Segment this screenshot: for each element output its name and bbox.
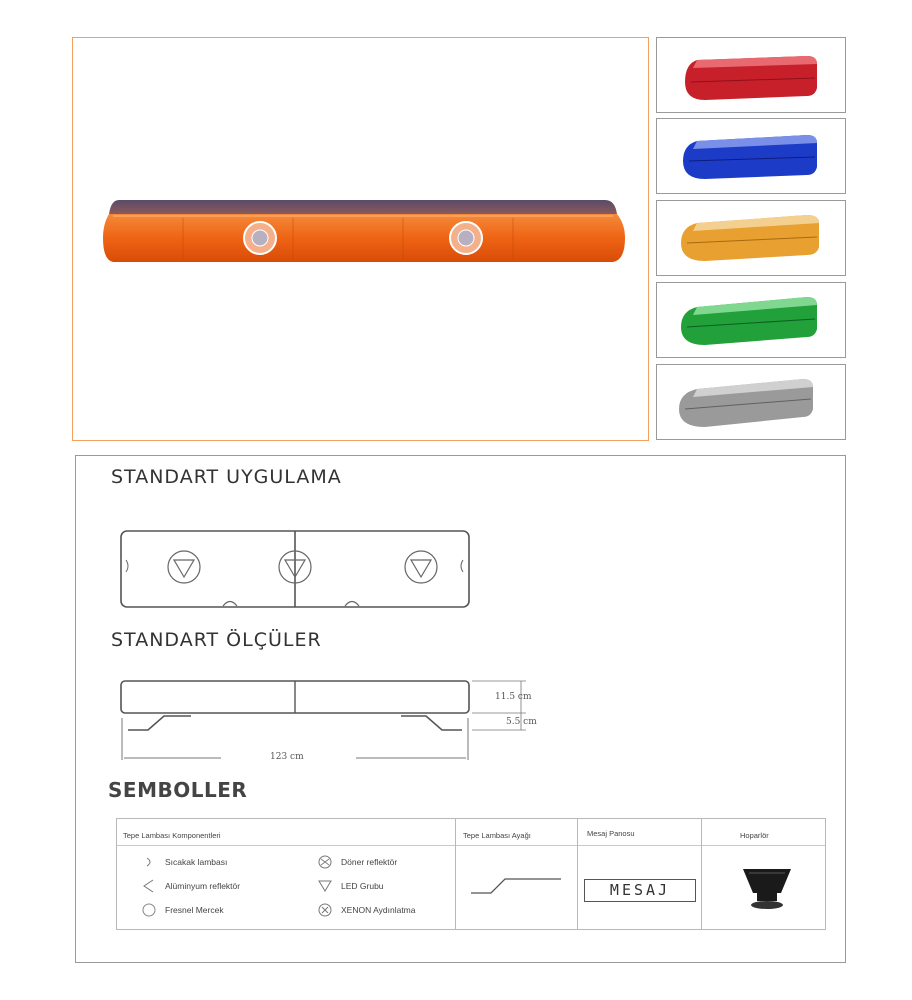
dimension-height-foot: 5.5 cm [506, 717, 537, 727]
standard-application-drawing [116, 526, 476, 610]
legend-xenon-aydinlatma [317, 903, 416, 917]
header-foot: Tepe Lambası Ayağı [463, 831, 531, 840]
rotator-left [244, 222, 276, 254]
specification-panel [75, 455, 846, 963]
xenon-icon [317, 903, 333, 917]
lightbar-orange-image [73, 38, 647, 439]
table-column-divider [455, 819, 456, 929]
table-header-divider [117, 845, 825, 846]
legend-label: Alüminyum reflektör [165, 881, 241, 891]
legend-label: Sıcakak lambası [165, 857, 228, 867]
speaker-icon [737, 863, 797, 913]
main-product-image [72, 37, 649, 441]
heading-standart-olculer: STANDART ÖLÇÜLER [111, 629, 322, 651]
thumbnail-red[interactable] [656, 37, 846, 113]
dimension-drawing [116, 674, 556, 774]
legend-label: LED Grubu [341, 881, 384, 891]
legend-led-grubu [317, 879, 384, 893]
legend-label: Fresnel Mercek [165, 905, 224, 915]
half-circle-icon [141, 855, 157, 869]
symbols-table [116, 818, 826, 930]
circle-icon [141, 903, 157, 917]
header-panel: Mesaj Panosu [587, 829, 635, 838]
legend-label: Döner reflektör [341, 857, 398, 867]
triangle-icon [317, 879, 333, 893]
table-column-divider [577, 819, 578, 929]
thumbnail-clear[interactable] [656, 364, 846, 440]
legend-aluminyum-reflektor [141, 879, 240, 893]
lightbar-clear-image [657, 365, 845, 439]
legend-doner-reflektor [317, 855, 397, 869]
heading-semboller: SEMBOLLER [108, 778, 248, 802]
thumbnail-amber[interactable] [656, 200, 846, 276]
lightbar-amber-image [657, 201, 845, 275]
lightbar-green-image [657, 283, 845, 357]
lightbar-red-image [657, 38, 845, 112]
legend-sicakak-lambasi [141, 855, 227, 869]
thumbnail-green[interactable] [656, 282, 846, 358]
legend-fresnel-mercek [141, 903, 224, 917]
legend-label: XENON Aydınlatma [341, 905, 416, 915]
heading-standart-uygulama: STANDART UYGULAMA [111, 466, 342, 488]
message-panel-symbol: MESAJ [584, 879, 696, 902]
lightbar-blue-image [657, 119, 845, 193]
angle-bracket-icon [141, 879, 157, 893]
foot-symbol-icon [469, 869, 565, 899]
dimension-length: 123 cm [270, 752, 304, 762]
table-column-divider [701, 819, 702, 929]
rotator-right [450, 222, 482, 254]
dimension-height-total: 11.5 cm [495, 692, 532, 702]
thumbnail-blue[interactable] [656, 118, 846, 194]
rotator-icon [317, 855, 333, 869]
header-components: Tepe Lambası Komponentleri [123, 831, 221, 840]
header-speaker: Hoparlör [740, 831, 769, 840]
